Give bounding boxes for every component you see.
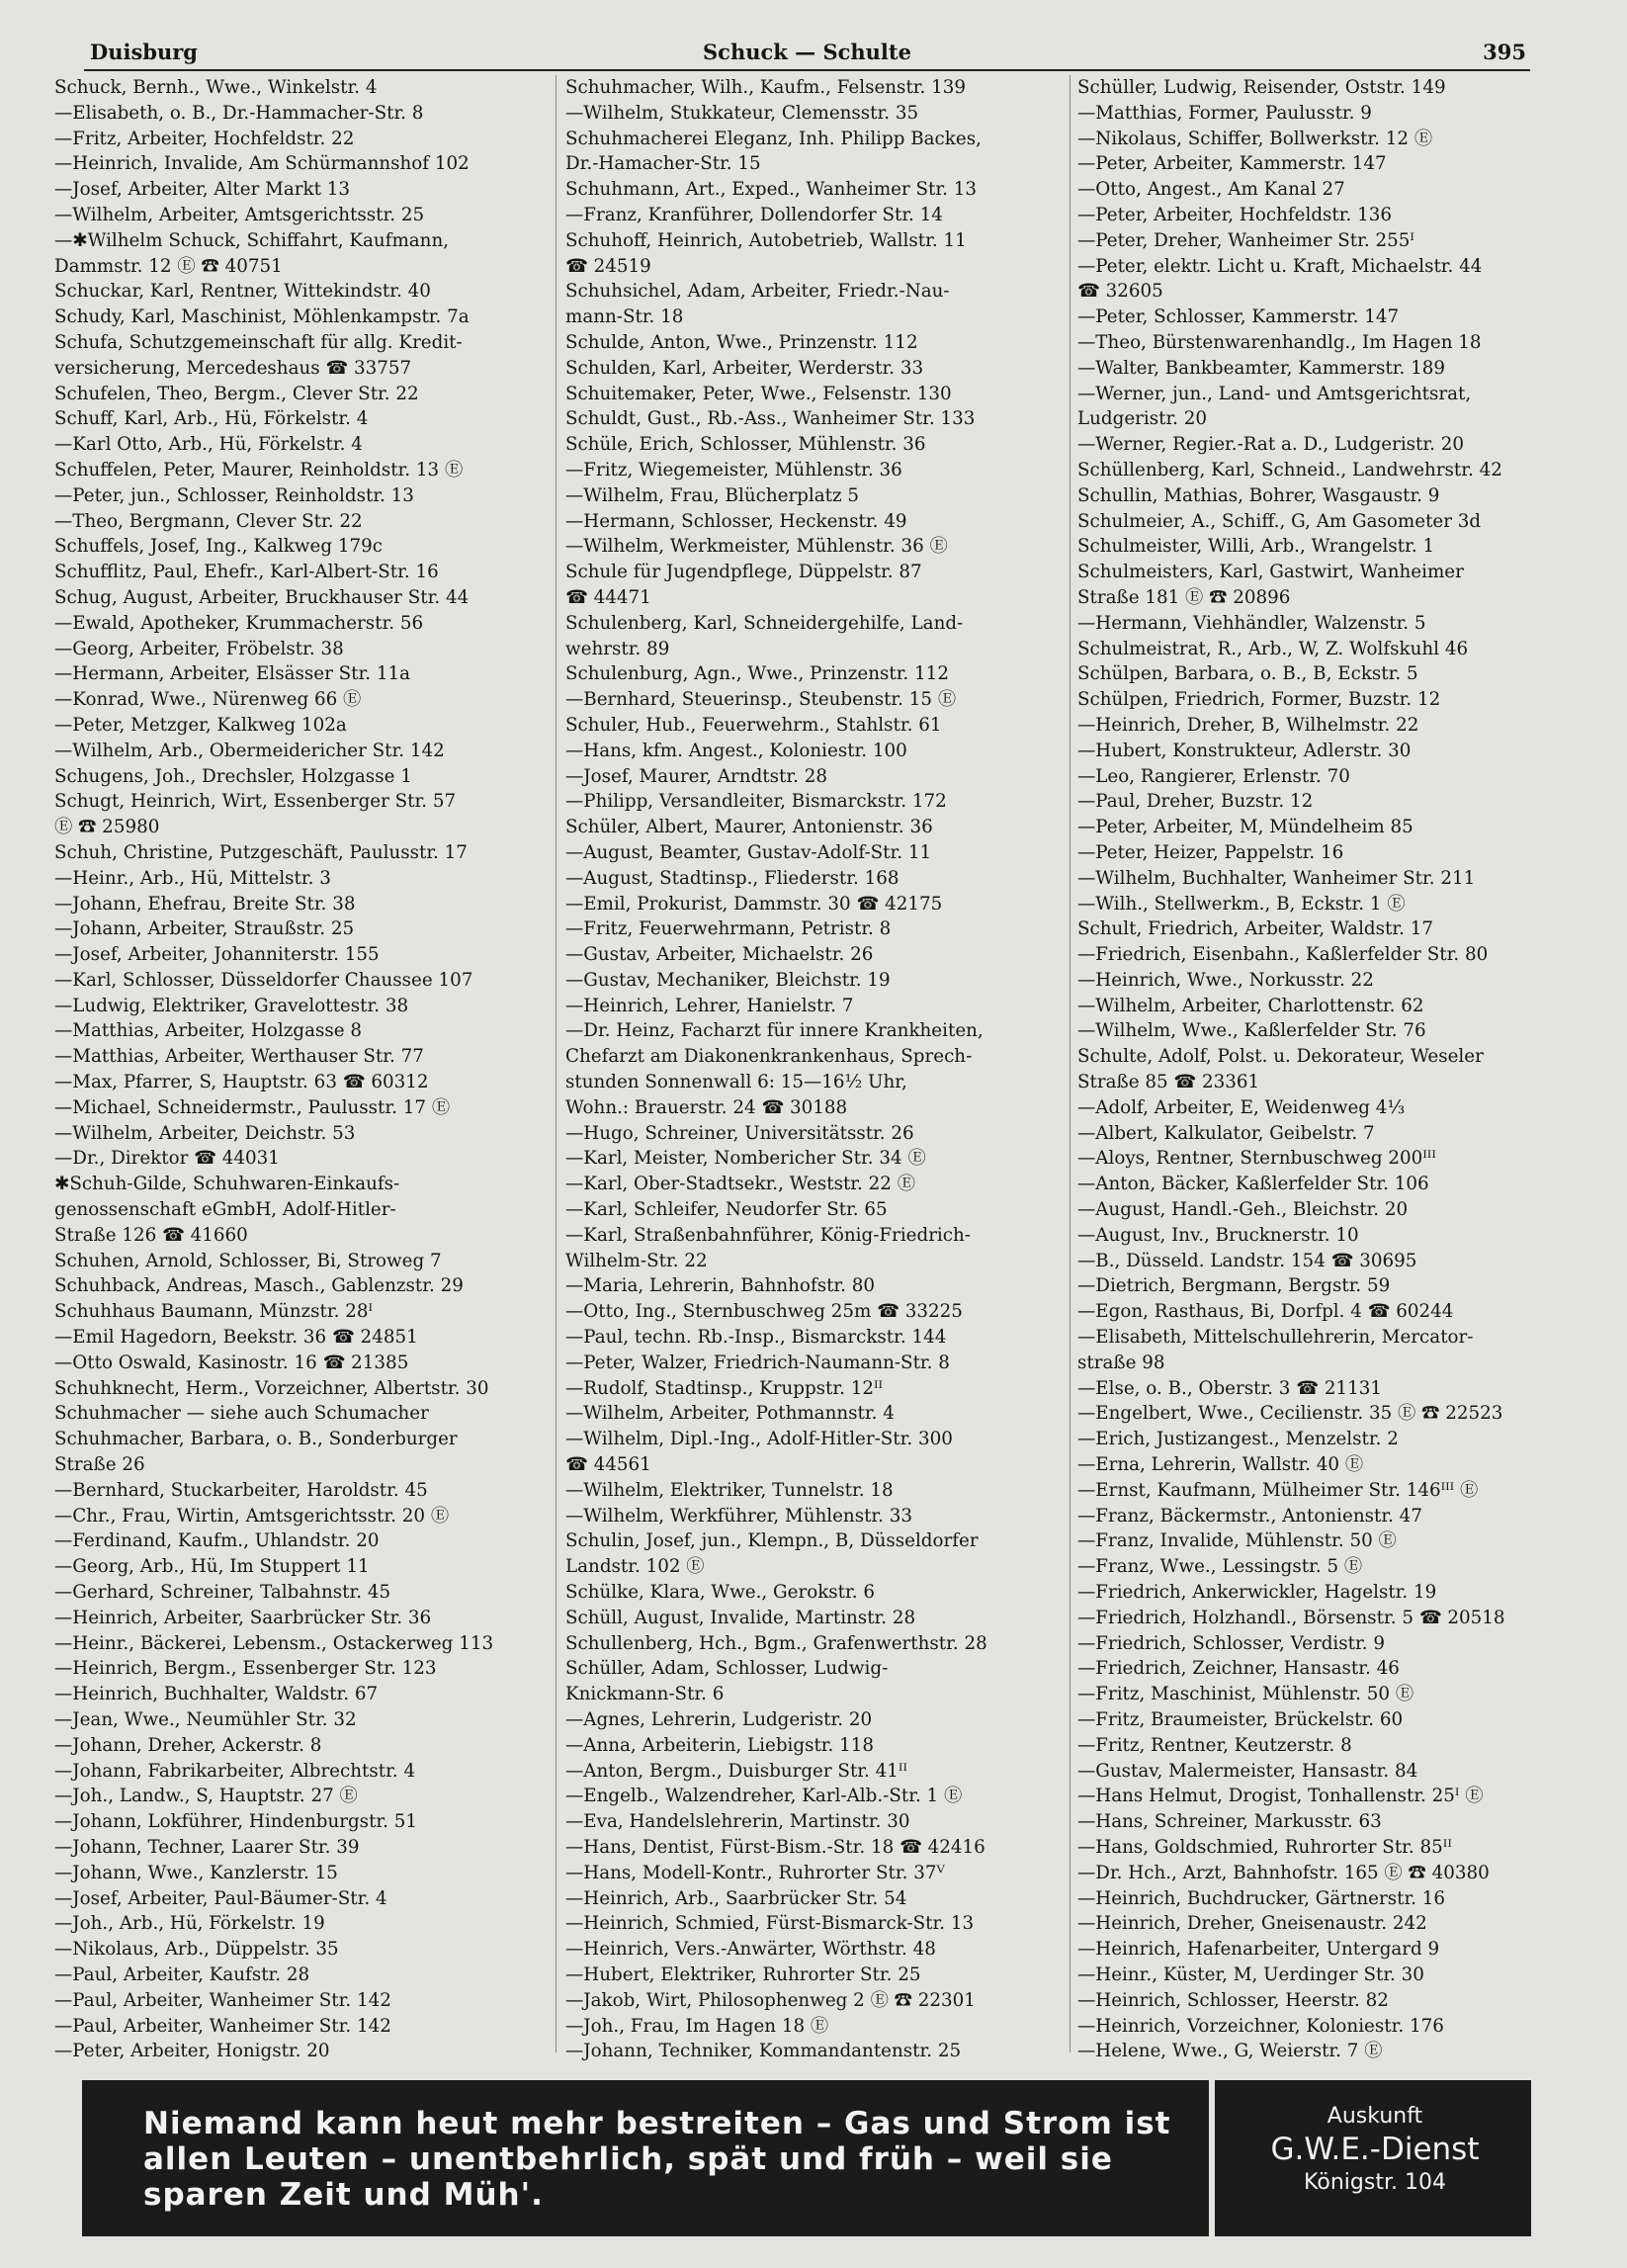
ad-info-label: Auskunft — [1327, 2104, 1423, 2129]
directory-entry: Knickmann-Str. 6 — [565, 1684, 725, 1705]
directory-entry: —Dr. Hch., Arzt, Bahnhofstr. 165 Ⓔ ☎ 40380 — [1077, 1862, 1490, 1883]
directory-entry: —Johann, Techner, Laarer Str. 39 — [54, 1836, 360, 1858]
directory-entry: ☎ 44561 — [565, 1454, 651, 1476]
directory-entry: —Friedrich, Holzhandl., Börsenstr. 5 ☎ 20518 — [1077, 1607, 1505, 1628]
directory-entry: —Peter, Dreher, Wanheimer Str. 255ᴵ — [1077, 229, 1414, 251]
directory-entry: —Gustav, Arbeiter, Michaelstr. 26 — [565, 944, 874, 966]
header-name-range: Schuck — Schulte — [703, 40, 911, 64]
directory-entry: —Peter, Heizer, Pappelstr. 16 — [1077, 841, 1344, 863]
directory-entry: —Hubert, Elektriker, Ruhrorter Str. 25 — [565, 1963, 921, 1985]
directory-entry: —Friedrich, Zeichner, Hansastr. 46 — [1077, 1658, 1400, 1680]
directory-entry: —Bernhard, Steuerinsp., Steubenstr. 15 Ⓔ — [565, 689, 957, 711]
directory-entry: Schülke, Klara, Wwe., Gerokstr. 6 — [565, 1582, 875, 1604]
directory-entry: —Wilhelm, Wwe., Kaßlerfelder Str. 76 — [1077, 1020, 1426, 1042]
directory-entry: —Peter, elektr. Licht u. Kraft, Michaelstr. 44 — [1077, 255, 1483, 277]
directory-entry: —Michael, Schneidermstr., Paulusstr. 17 Ⓔ — [54, 1096, 451, 1118]
directory-entry: —Heinrich, Arb., Saarbrücker Str. 54 — [565, 1887, 907, 1909]
ad-info-address: Königstr. 104 — [1304, 2170, 1446, 2195]
directory-entry: Schufelen, Theo, Bergm., Clever Str. 22 — [54, 383, 419, 404]
directory-entry: —Albert, Kalkulator, Geibelstr. 7 — [1077, 1122, 1375, 1144]
directory-entry: —Johann, Wwe., Kanzlerstr. 15 — [54, 1862, 338, 1883]
directory-entry: versicherung, Mercedeshaus ☎ 33757 — [54, 357, 412, 379]
directory-entry: —Josef, Arbeiter, Paul-Bäumer-Str. 4 — [54, 1887, 387, 1909]
directory-entry: ✱Schuh-Gilde, Schuhwaren-Einkaufs- — [54, 1174, 400, 1195]
directory-column-2 — [565, 75, 1050, 2062]
directory-entry: —Franz, Kranführer, Dollendorfer Str. 14 — [565, 204, 943, 225]
page-number: 395 — [1483, 40, 1526, 64]
directory-entry: Schüle, Erich, Schlosser, Mühlenstr. 36 — [565, 434, 926, 456]
directory-entry: —August, Handl.-Geh., Bleichstr. 20 — [1077, 1199, 1409, 1221]
directory-entry: —Fritz, Arbeiter, Hochfeldstr. 22 — [54, 128, 355, 149]
directory-entry: Schuh, Christine, Putzgeschäft, Paulusstr. 17 — [54, 841, 468, 863]
directory-entry: —Werner, jun., Land- und Amtsgerichtsrat, — [1077, 383, 1472, 404]
directory-entry: —Hans, Dentist, Fürst-Bism.-Str. 18 ☎ 42416 — [565, 1836, 985, 1858]
directory-entry: —Heinrich, Hafenarbeiter, Untergard 9 — [1077, 1939, 1440, 1961]
directory-entry: —Heinrich, Arbeiter, Saarbrücker Str. 36 — [54, 1607, 432, 1628]
directory-entry: Schuhback, Andreas, Masch., Gablenzstr. 29 — [54, 1275, 464, 1297]
directory-entry: —Peter, Walzer, Friedrich-Naumann-Str. 8 — [565, 1352, 950, 1373]
directory-entry: Schufa, Schutzgemeinschaft für allg. Kredit- — [54, 331, 463, 353]
directory-entry: —Heinr., Küster, M, Uerdinger Str. 30 — [1077, 1963, 1424, 1985]
directory-entry: —Gerhard, Schreiner, Talbahnstr. 45 — [54, 1582, 391, 1604]
directory-entry: —Peter, Schlosser, Kammerstr. 147 — [1077, 306, 1400, 328]
directory-entry: —Heinr., Bäckerei, Lebensm., Ostackerweg 113 — [54, 1632, 494, 1654]
directory-entry: Schuhmacherei Eleganz, Inh. Philipp Backes, — [565, 128, 982, 149]
directory-entry: —Johann, Arbeiter, Straußstr. 25 — [54, 918, 355, 940]
directory-entry: —Jean, Wwe., Neumühler Str. 32 — [54, 1709, 357, 1730]
directory-entry: —Dr., Direktor ☎ 44031 — [54, 1148, 280, 1170]
directory-entry: —Fritz, Wiegemeister, Mühlenstr. 36 — [565, 459, 902, 480]
directory-entry: —Ludwig, Elektriker, Gravelottestr. 38 — [54, 995, 409, 1016]
directory-entry: —Elisabeth, Mittelschullehrerin, Mercator- — [1077, 1327, 1474, 1349]
directory-entry: Schuck, Bernh., Wwe., Winkelstr. 4 — [54, 77, 378, 98]
directory-entry: Schug, August, Arbeiter, Bruckhauser Str. 44 — [54, 586, 470, 608]
directory-entry: —Emil, Prokurist, Dammstr. 30 ☎ 42175 — [565, 893, 943, 915]
directory-entry: —Georg, Arb., Hü, Im Stuppert 11 — [54, 1556, 370, 1578]
directory-entry: straße 98 — [1077, 1352, 1165, 1373]
directory-entry: —Hermann, Arbeiter, Elsässer Str. 11a — [54, 663, 410, 685]
directory-entry: —Friedrich, Schlosser, Verdistr. 9 — [1077, 1632, 1385, 1654]
directory-entry: —Philipp, Versandleiter, Bismarckstr. 172 — [565, 791, 947, 813]
directory-entry: —Heinrich, Schmied, Fürst-Bismarck-Str. 13 — [565, 1913, 975, 1935]
directory-entry: Schulenberg, Karl, Schneidergehilfe, Land- — [565, 612, 964, 634]
directory-entry: Schuckar, Karl, Rentner, Wittekindstr. 40 — [54, 281, 431, 303]
directory-entry: wehrstr. 89 — [565, 638, 670, 659]
directory-entry: —Johann, Fabrikarbeiter, Albrechtstr. 4 — [54, 1760, 416, 1782]
directory-entry: genossenschaft eGmbH, Adolf-Hitler- — [54, 1199, 396, 1221]
directory-entry: —Hermann, Schlosser, Heckenstr. 49 — [565, 510, 907, 532]
directory-entry: —Friedrich, Ankerwickler, Hagelstr. 19 — [1077, 1582, 1437, 1604]
directory-entry: —Wilhelm, Arb., Obermeidericher Str. 142 — [54, 740, 445, 761]
directory-entry: —Heinrich, Buchdrucker, Gärtnerstr. 16 — [1077, 1887, 1446, 1909]
directory-entry: —Konrad, Wwe., Nürenweg 66 Ⓔ — [54, 689, 362, 711]
directory-entry: —Wilhelm, Arbeiter, Deichstr. 53 — [54, 1122, 356, 1144]
directory-column-1 — [54, 75, 539, 2062]
directory-entry: Schudy, Karl, Maschinist, Möhlenkampstr. 7a — [54, 306, 470, 328]
directory-entry: —Peter, Arbeiter, Honigstr. 20 — [54, 2041, 330, 2062]
directory-entry: —Adolf, Arbeiter, E, Weidenweg 4⅓ — [1077, 1096, 1406, 1118]
directory-entry: —Matthias, Arbeiter, Werthauser Str. 77 — [54, 1046, 424, 1068]
directory-entry: —Heinrich, Vers.-Anwärter, Wörthstr. 48 — [565, 1939, 936, 1961]
column-divider — [556, 75, 557, 2052]
directory-entry: —Paul, techn. Rb.-Insp., Bismarckstr. 144 — [565, 1327, 947, 1349]
directory-entry: —Hermann, Viehhändler, Walzenstr. 5 — [1077, 612, 1426, 634]
directory-entry: —Johann, Dreher, Ackerstr. 8 — [54, 1734, 322, 1756]
directory-entry: —Joh., Landw., S, Hauptstr. 27 Ⓔ — [54, 1786, 358, 1807]
directory-entry: Schüllenberg, Karl, Schneid., Landwehrstr. 42 — [1077, 459, 1502, 480]
directory-entry: —Walter, Bankbeamter, Kammerstr. 189 — [1077, 357, 1445, 379]
directory-entry: —Josef, Arbeiter, Johanniterstr. 155 — [54, 944, 380, 966]
directory-entry: —Engelbert, Wwe., Cecilienstr. 35 Ⓔ ☎ 22523 — [1077, 1403, 1503, 1425]
directory-entry: —Hans, Schreiner, Markusstr. 63 — [1077, 1811, 1382, 1833]
directory-column-3 — [1077, 75, 1562, 2062]
header-city: Duisburg — [90, 40, 198, 64]
directory-entry: Schuhen, Arnold, Schlosser, Bi, Stroweg 7 — [54, 1250, 442, 1271]
directory-entry: —August, Beamter, Gustav-Adolf-Str. 11 — [565, 841, 932, 863]
directory-entry: Schullin, Mathias, Bohrer, Wasgaustr. 9 — [1077, 484, 1440, 506]
directory-entry: —Karl, Meister, Nombericher Str. 34 Ⓔ — [565, 1148, 926, 1170]
directory-entry: —Fritz, Maschinist, Mühlenstr. 50 Ⓔ — [1077, 1684, 1414, 1705]
directory-entry: —Agnes, Lehrerin, Ludgeristr. 20 — [565, 1709, 873, 1730]
directory-entry: Schulde, Anton, Wwe., Prinzenstr. 112 — [565, 331, 918, 353]
directory-entry: —Eva, Handelslehrerin, Martinstr. 30 — [565, 1811, 910, 1833]
directory-entry: —Peter, Arbeiter, Kammerstr. 147 — [1077, 153, 1387, 175]
directory-entry: Schule für Jugendpflege, Düppelstr. 87 — [565, 562, 922, 583]
directory-entry: —✱Wilhelm Schuck, Schiffahrt, Kaufmann, — [54, 229, 450, 251]
directory-entry: Wilhelm-Str. 22 — [565, 1250, 708, 1271]
directory-entry: —Anton, Bäcker, Kaßlerfelder Str. 106 — [1077, 1174, 1429, 1195]
directory-entry: Schuhmacher, Wilh., Kaufm., Felsenstr. 139 — [565, 77, 967, 98]
directory-entry: Schuhoff, Heinrich, Autobetrieb, Wallstr. 11 — [565, 229, 967, 251]
directory-entry: —Heinrich, Schlosser, Heerstr. 82 — [1077, 1989, 1389, 2011]
directory-entry: —Ewald, Apotheker, Krummacherstr. 56 — [54, 612, 424, 634]
directory-entry: Schuffelen, Peter, Maurer, Reinholdstr. 13 Ⓔ — [54, 459, 464, 480]
directory-entry: —Heinrich, Vorzeichner, Koloniestr. 176 — [1077, 2015, 1444, 2037]
directory-entry: —Theo, Bergmann, Clever Str. 22 — [54, 510, 363, 532]
directory-entry: —Franz, Wwe., Lessingstr. 5 Ⓔ — [1077, 1556, 1363, 1578]
directory-entry: Schüller, Adam, Schlosser, Ludwig- — [565, 1658, 889, 1680]
directory-entry: Dr.-Hamacher-Str. 15 — [565, 153, 761, 175]
ad-info-name: G.W.E.-Dienst — [1270, 2132, 1480, 2167]
directory-entry: Schulte, Adolf, Polst. u. Dekorateur, Weseler — [1077, 1046, 1484, 1068]
directory-entry: —Wilhelm, Arbeiter, Pothmannstr. 4 — [565, 1403, 895, 1425]
directory-entry: —Wilhelm, Buchhalter, Wanheimer Str. 211 — [1077, 867, 1476, 889]
ad-divider — [1209, 2080, 1215, 2236]
directory-entry: ☎ 44471 — [565, 586, 651, 608]
directory-entry: Schuffels, Josef, Ing., Kalkweg 179c — [54, 536, 383, 558]
directory-entry: —Wilhelm, Elektriker, Tunnelstr. 18 — [565, 1479, 894, 1501]
directory-entry: Schüller, Ludwig, Reisender, Oststr. 149 — [1077, 77, 1446, 98]
directory-entry: Straße 126 ☎ 41660 — [54, 1224, 248, 1246]
directory-entry: Dammstr. 12 Ⓔ ☎ 40751 — [54, 255, 283, 277]
directory-entry: Schulden, Karl, Arbeiter, Werderstr. 33 — [565, 357, 924, 379]
directory-entry: —Johann, Ehefrau, Breite Str. 38 — [54, 893, 356, 915]
directory-entry: —Heinrich, Bergm., Essenberger Str. 123 — [54, 1658, 437, 1680]
directory-entry: —Ferdinand, Kaufm., Uhlandstr. 20 — [54, 1530, 380, 1552]
directory-entry: —Franz, Bäckermstr., Antonienstr. 47 — [1077, 1505, 1422, 1527]
directory-entry: —Heinrich, Dreher, Gneisenaustr. 242 — [1077, 1913, 1427, 1935]
directory-entry: —Nikolaus, Arb., Düppelstr. 35 — [54, 1939, 339, 1961]
directory-entry: —August, Inv., Brucknerstr. 10 — [1077, 1224, 1359, 1246]
directory-entry: —Josef, Maurer, Arndtstr. 28 — [565, 765, 827, 787]
directory-entry: —Peter, Metzger, Kalkweg 102a — [54, 714, 347, 736]
directory-entry: —Joh., Frau, Im Hagen 18 Ⓔ — [565, 2015, 829, 2037]
directory-entry: —Hans, Goldschmied, Ruhrorter Str. 85ᴵᴵ — [1077, 1836, 1452, 1858]
directory-entry: Chefarzt am Diakonenkrankenhaus, Sprech- — [565, 1046, 973, 1068]
directory-entry: —Max, Pfarrer, S, Hauptstr. 63 ☎ 60312 — [54, 1072, 429, 1093]
directory-entry: Straße 26 — [54, 1454, 145, 1476]
directory-entry: Schuler, Hub., Feuerwehrm., Stahlstr. 61 — [565, 714, 942, 736]
directory-entry: —Peter, jun., Schlosser, Reinholdstr. 13 — [54, 484, 414, 506]
directory-entry: —Paul, Arbeiter, Kaufstr. 28 — [54, 1963, 310, 1985]
directory-entry: —Heinrich, Dreher, B, Wilhelmstr. 22 — [1077, 714, 1419, 736]
directory-entry: —Matthias, Arbeiter, Holzgasse 8 — [54, 1020, 362, 1042]
directory-entry: Schullenberg, Hch., Bgm., Grafenwerthstr. 28 — [565, 1632, 987, 1654]
directory-entry: —Wilhelm, Stukkateur, Clemensstr. 35 — [565, 102, 919, 124]
directory-entry: Schuhmacher — siehe auch Schumacher — [54, 1403, 429, 1425]
directory-entry: —Werner, Regier.-Rat a. D., Ludgeristr. 20 — [1077, 434, 1465, 456]
directory-entry: —Ernst, Kaufmann, Mülheimer Str. 146ᴵᴵᴵ Ⓔ — [1077, 1479, 1479, 1501]
directory-entry: Schülpen, Friedrich, Former, Buzstr. 12 — [1077, 689, 1441, 711]
directory-entry: —Emil Hagedorn, Beekstr. 36 ☎ 24851 — [54, 1327, 418, 1349]
ad-info-box — [1219, 2104, 1531, 2195]
directory-entry: —Gustav, Malermeister, Hansastr. 84 — [1077, 1760, 1418, 1782]
directory-entry: —Otto Oswald, Kasinostr. 16 ☎ 21385 — [54, 1352, 409, 1373]
directory-entry: —Theo, Bürstenwarenhandlg., Im Hagen 18 — [1077, 331, 1482, 353]
directory-entry: —Fritz, Braumeister, Brückelstr. 60 — [1077, 1709, 1404, 1730]
directory-entry: —Wilhelm, Dipl.-Ing., Adolf-Hitler-Str. 300 — [565, 1429, 953, 1450]
directory-entry: —Georg, Arbeiter, Fröbelstr. 38 — [54, 638, 344, 659]
directory-entry: —Else, o. B., Oberstr. 3 ☎ 21131 — [1077, 1377, 1382, 1399]
directory-entry: stunden Sonnenwall 6: 15—16½ Uhr, — [565, 1072, 907, 1093]
directory-entry: —Anton, Bergm., Duisburger Str. 41ᴵᴵ — [565, 1760, 907, 1782]
directory-entry: —Paul, Arbeiter, Wanheimer Str. 142 — [54, 1989, 391, 2011]
directory-entry: —Egon, Rasthaus, Bi, Dorfpl. 4 ☎ 60244 — [1077, 1301, 1454, 1323]
directory-entry: —Gustav, Mechaniker, Bleichstr. 19 — [565, 969, 891, 991]
directory-entry: —Erich, Justizangest., Menzelstr. 2 — [1077, 1429, 1399, 1450]
directory-entry: Straße 181 Ⓔ ☎ 20896 — [1077, 586, 1291, 608]
directory-entry: —Joh., Arb., Hü, Förkelstr. 19 — [54, 1913, 325, 1935]
directory-entry: —Peter, Arbeiter, Hochfeldstr. 136 — [1077, 204, 1392, 225]
directory-entry: Ⓔ ☎ 25980 — [54, 817, 160, 838]
directory-entry: Schuitemaker, Peter, Wwe., Felsenstr. 130 — [565, 383, 952, 404]
directory-entry: —Hans, kfm. Angest., Koloniestr. 100 — [565, 740, 907, 761]
directory-entry: —Fritz, Rentner, Keutzerstr. 8 — [1077, 1734, 1352, 1756]
directory-entry: Schulenburg, Agn., Wwe., Prinzenstr. 112 — [565, 663, 949, 685]
directory-entry: —Wilhelm, Werkführer, Mühlenstr. 33 — [565, 1505, 913, 1527]
directory-entry: Schulmeier, A., Schiff., G, Am Gasometer 3d — [1077, 510, 1482, 532]
directory-entry: —Heinrich, Buchhalter, Waldstr. 67 — [54, 1684, 379, 1705]
directory-entry: —Wilhelm, Arbeiter, Charlottenstr. 62 — [1077, 995, 1424, 1016]
directory-entry: —Rudolf, Stadtinsp., Kruppstr. 12ᴵᴵ — [565, 1377, 884, 1399]
directory-entry: —Karl, Schlosser, Düsseldorfer Chaussee 107 — [54, 969, 473, 991]
directory-entry: —Peter, Arbeiter, M, Mündelheim 85 — [1077, 817, 1413, 838]
directory-entry: Schufflitz, Paul, Ehefr., Karl-Albert-Str. 16 — [54, 562, 439, 583]
directory-entry: —Dietrich, Bergmann, Bergstr. 59 — [1077, 1275, 1391, 1297]
directory-entry: Schugt, Heinrich, Wirt, Essenberger Str. 57 — [54, 791, 457, 813]
directory-entry: —Maria, Lehrerin, Bahnhofstr. 80 — [565, 1275, 876, 1297]
directory-entry: —Paul, Arbeiter, Wanheimer Str. 142 — [54, 2015, 391, 2037]
ad-slogan-line: sparen Zeit und Müh'. — [143, 2177, 544, 2213]
directory-entry: —Fritz, Feuerwehrmann, Petristr. 8 — [565, 918, 892, 940]
directory-entry: —Nikolaus, Schiffer, Bollwerkstr. 12 Ⓔ — [1077, 128, 1433, 149]
directory-entry: Schülpen, Barbara, o. B., B, Eckstr. 5 — [1077, 663, 1418, 685]
directory-entry: Schugens, Joh., Drechsler, Holzgasse 1 — [54, 765, 412, 787]
directory-entry: Schuhmacher, Barbara, o. B., Sonderburger — [54, 1429, 458, 1450]
directory-entry: —Hugo, Schreiner, Universitätsstr. 26 — [565, 1122, 914, 1144]
directory-entry: Schüll, August, Invalide, Martinstr. 28 — [565, 1607, 916, 1628]
directory-entry: —Erna, Lehrerin, Wallstr. 40 Ⓔ — [1077, 1454, 1364, 1476]
directory-entry: —Engelb., Walzendreher, Karl-Alb.-Str. 1 Ⓔ — [565, 1786, 963, 1807]
directory-entry: —Karl, Ober-Stadtsekr., Weststr. 22 Ⓔ — [565, 1174, 916, 1195]
directory-entry: Schuldt, Gust., Rb.-Ass., Wanheimer Str. 133 — [565, 408, 976, 430]
directory-entry: —Wilh., Stellwerkm., B, Eckstr. 1 Ⓔ — [1077, 893, 1406, 915]
directory-entry: —Aloys, Rentner, Sternbuschweg 200ᴵᴵᴵ — [1077, 1148, 1436, 1170]
directory-entry: —Johann, Lokführer, Hindenburgstr. 51 — [54, 1811, 418, 1833]
directory-entry: —August, Stadtinsp., Fliederstr. 168 — [565, 867, 899, 889]
directory-entry: Schulin, Josef, jun., Klempn., B, Düsseldorfer — [565, 1530, 979, 1552]
directory-entry: —Heinrich, Invalide, Am Schürmannshof 102 — [54, 153, 470, 175]
directory-entry: Schüler, Albert, Maurer, Antonienstr. 36 — [565, 817, 933, 838]
directory-entry: —Josef, Arbeiter, Alter Markt 13 — [54, 179, 350, 201]
directory-entry: —Franz, Invalide, Mühlenstr. 50 Ⓔ — [1077, 1530, 1397, 1552]
directory-entry: Straße 85 ☎ 23361 — [1077, 1072, 1260, 1093]
directory-entry: Schuhmann, Art., Exped., Wanheimer Str. 13 — [565, 179, 978, 201]
directory-entry: —Friedrich, Eisenbahn., Kaßlerfelder Str. 80 — [1077, 944, 1489, 966]
directory-entry: —Helene, Wwe., G, Weierstr. 7 Ⓔ — [1077, 2041, 1383, 2062]
directory-entry: —Elisabeth, o. B., Dr.-Hammacher-Str. 8 — [54, 102, 424, 124]
directory-entry: —Leo, Rangierer, Erlenstr. 70 — [1077, 765, 1350, 787]
ad-slogan — [143, 2106, 1231, 2213]
directory-entry: Landstr. 102 Ⓔ — [565, 1556, 705, 1578]
directory-entry: —Dr. Heinz, Facharzt für innere Krankheiten, — [565, 1020, 984, 1042]
directory-entry: —B., Düsseld. Landstr. 154 ☎ 30695 — [1077, 1250, 1417, 1271]
directory-entry: Schuhknecht, Herm., Vorzeichner, Albertstr. 30 — [54, 1377, 489, 1399]
directory-entry: —Otto, Ing., Sternbuschweg 25m ☎ 33225 — [565, 1301, 963, 1323]
directory-entry: Wohn.: Brauerstr. 24 ☎ 30188 — [565, 1096, 848, 1118]
directory-entry: —Heinrich, Lehrer, Hanielstr. 7 — [565, 995, 854, 1016]
directory-entry: Schulmeisters, Karl, Gastwirt, Wanheimer — [1077, 562, 1464, 583]
directory-entry: —Heinrich, Wwe., Norkusstr. 22 — [1077, 969, 1374, 991]
directory-entry: —Chr., Frau, Wirtin, Amtsgerichtsstr. 20 Ⓔ — [54, 1505, 450, 1527]
directory-entry: Schuhsichel, Adam, Arbeiter, Friedr.-Nau- — [565, 281, 950, 303]
directory-entry: —Wilhelm, Frau, Blücherplatz 5 — [565, 484, 860, 506]
ad-slogan-line: allen Leuten – unentbehrlich, spät und früh – weil sie — [143, 2141, 1113, 2177]
directory-entry: Schuhhaus Baumann, Münzstr. 28ᴵ — [54, 1301, 374, 1323]
directory-entry: mann-Str. 18 — [565, 306, 684, 328]
page-header — [84, 36, 1530, 71]
directory-entry: —Wilhelm, Arbeiter, Amtsgerichtsstr. 25 — [54, 204, 425, 225]
advertisement-banner — [82, 2080, 1531, 2236]
directory-entry: —Heinr., Arb., Hü, Mittelstr. 3 — [54, 867, 331, 889]
directory-entry: Schult, Friedrich, Arbeiter, Waldstr. 17 — [1077, 918, 1433, 940]
directory-entry: ☎ 32605 — [1077, 281, 1163, 303]
directory-entry: —Bernhard, Stuckarbeiter, Haroldstr. 45 — [54, 1479, 428, 1501]
directory-entry: Schuff, Karl, Arb., Hü, Förkelstr. 4 — [54, 408, 369, 430]
directory-entry: Ludgeristr. 20 — [1077, 408, 1208, 430]
directory-entry: —Johann, Techniker, Kommandantenstr. 25 — [565, 2041, 962, 2062]
ad-slogan-line: Niemand kann heut mehr bestreiten – Gas und Strom ist — [143, 2106, 1171, 2141]
directory-entry: —Paul, Dreher, Buzstr. 12 — [1077, 791, 1314, 813]
directory-entry: —Karl, Straßenbahnführer, König-Friedrich- — [565, 1224, 971, 1246]
directory-entry: —Hans, Modell-Kontr., Ruhrorter Str. 37ⱽ — [565, 1862, 945, 1883]
directory-entry: —Hubert, Konstrukteur, Adlerstr. 30 — [1077, 740, 1412, 761]
directory-entry: —Wilhelm, Werkmeister, Mühlenstr. 36 Ⓔ — [565, 536, 948, 558]
directory-entry: —Jakob, Wirt, Philosophenweg 2 Ⓔ ☎ 22301 — [565, 1989, 976, 2011]
directory-entry: Schulmeistrat, R., Arb., W, Z. Wolfskuhl 46 — [1077, 638, 1469, 659]
directory-entry: —Anna, Arbeiterin, Liebigstr. 118 — [565, 1734, 875, 1756]
directory-entry: —Hans Helmut, Drogist, Tonhallenstr. 25ᴵ Ⓔ — [1077, 1786, 1484, 1807]
directory-entry: —Karl Otto, Arb., Hü, Förkelstr. 4 — [54, 434, 363, 456]
directory-entry: Schulmeister, Willi, Arb., Wrangelstr. 1 — [1077, 536, 1435, 558]
directory-entry: —Karl, Schleifer, Neudorfer Str. 65 — [565, 1199, 888, 1221]
directory-entry: ☎ 24519 — [565, 255, 651, 277]
directory-entry: —Matthias, Former, Paulusstr. 9 — [1077, 102, 1372, 124]
directory-entry: —Otto, Angest., Am Kanal 27 — [1077, 179, 1345, 201]
